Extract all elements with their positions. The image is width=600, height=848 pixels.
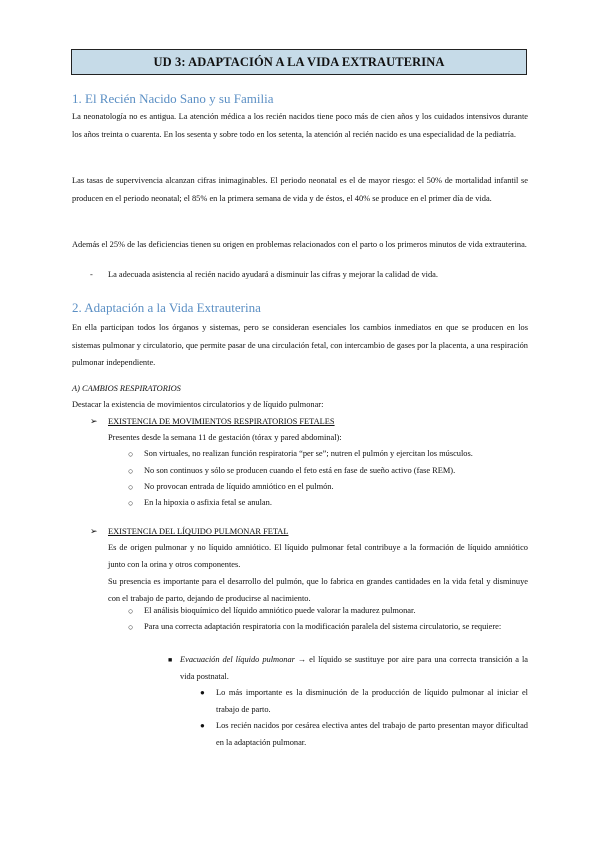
item1-title: EXISTENCIA DE MOVIMIENTOS RESPIRATORIOS FETALES (108, 417, 335, 426)
intro-text: Destacar la existencia de movimientos circulatorios y de líquido pulmonar: (72, 400, 324, 409)
item2-text-2: Su presencia es importante para el desarrollo del pulmón, que lo fabrica en grandes cantidades en la vida fetal y disminuye con el trabajo de parto, dejando de producirse al nacimiento. (108, 577, 528, 603)
square-bullet-icon: ■ (168, 656, 173, 664)
section2-paragraph: En ella participan todos los órganos y sistemas, pero se consideran esenciales los cambios inmediatos en que se producen en los sistemas pulmonar y circulatorio, que permite pasar de una circulación fetal, con intercambio de gases por la placenta, a una respiración pulmonar independiente. (72, 323, 528, 367)
section1-paragraph-2: Las tasas de supervivencia alcanzan cifras inimaginables. El periodo neonatal es el de mayor riesgo: el 50% de mortalidad infantil se producen en el periodo neonatal; el 85% en la primera semana de vida y de éstos, el 40% se produce en el primer día de vida. (72, 176, 528, 203)
item2-point: Para una correcta adaptación respiratoria con la modificación paralela del sistema circulatorio, se requiere: (144, 622, 502, 631)
section1-bullet: La adecuada asistencia al recién nacido ayudará a disminuir las cifras y mejorar la calidad de vida. (108, 270, 438, 279)
sub-item-title: Evacuación del líquido pulmonar (180, 655, 295, 664)
section2-heading: 2. Adaptación a la Vida Extrauterina (72, 300, 261, 315)
item1-point: No provocan entrada de líquido amniótico en el pulmón. (144, 482, 334, 491)
dash-marker: - (90, 270, 93, 279)
arrow-bullet-icon: ➢ (90, 526, 98, 536)
circle-bullet-icon: ○ (128, 622, 134, 632)
dot-bullet-icon: ● (200, 688, 205, 697)
circle-bullet-icon: ○ (128, 466, 134, 476)
circle-bullet-icon: ○ (128, 449, 134, 459)
section1-paragraph-3: Además el 25% de las deficiencias tienen su origen en problemas relacionados con el parto o los primeros minutos de vida extrauterina. (72, 240, 527, 249)
circle-bullet-icon: ○ (128, 498, 134, 508)
section1-paragraph-1: La neonatología no es antigua. La atención médica a los recién nacidos tiene poco más de cien años y los cuidados intensivos durante los años treinta o cuarenta. En los sesenta y sobre todo en los setenta, la atención al recién nacido es una especialidad de la pediatría. (72, 112, 528, 139)
circle-bullet-icon: ○ (128, 482, 134, 492)
section1-heading: 1. El Recién Nacido Sano y su Familia (72, 91, 274, 106)
item1-point: No son continuos y sólo se producen cuando el feto está en fase de sueño activo (fase REM). (144, 466, 456, 475)
circle-bullet-icon: ○ (128, 606, 134, 616)
item1-point: Son virtuales, no realizan función respiratoria “per se”; nutren el pulmón y ejercitan los músculos. (144, 449, 473, 458)
sub-point: Lo más importante es la disminución de la producción de líquido pulmonar al iniciar el trabajo de parto. (216, 688, 528, 714)
item2-text-1: Es de origen pulmonar y no líquido amniótico. El líquido pulmonar fetal contribuye a la formación de líquido amniótico junto con la orina y otros componentes. (108, 543, 528, 569)
item1-point: En la hipoxia o asfixia fetal se anulan. (144, 498, 272, 507)
dot-bullet-icon: ● (200, 721, 205, 730)
subheading-respiratory-changes: A) CAMBIOS RESPIRATORIOS (72, 384, 181, 393)
sub-item (180, 651, 528, 685)
item2-title: EXISTENCIA DEL LÍQUIDO PULMONAR FETAL (108, 527, 289, 536)
sub-item-text: → el líquido se sustituye por aire para una correcta transición a la vida postnatal. (180, 655, 528, 681)
item1-text: Presentes desde la semana 11 de gestación (tórax y pared abdominal): (108, 433, 342, 442)
item2-point: El análisis bioquímico del líquido amniótico puede valorar la madurez pulmonar. (144, 606, 416, 615)
arrow-bullet-icon: ➢ (90, 416, 98, 426)
page-title: UD 3: ADAPTACIÓN A LA VIDA EXTRAUTERINA (71, 49, 527, 75)
sub-point: Los recién nacidos por cesárea electiva antes del trabajo de parto presentan mayor dificultad en la adaptación pulmonar. (216, 721, 528, 747)
